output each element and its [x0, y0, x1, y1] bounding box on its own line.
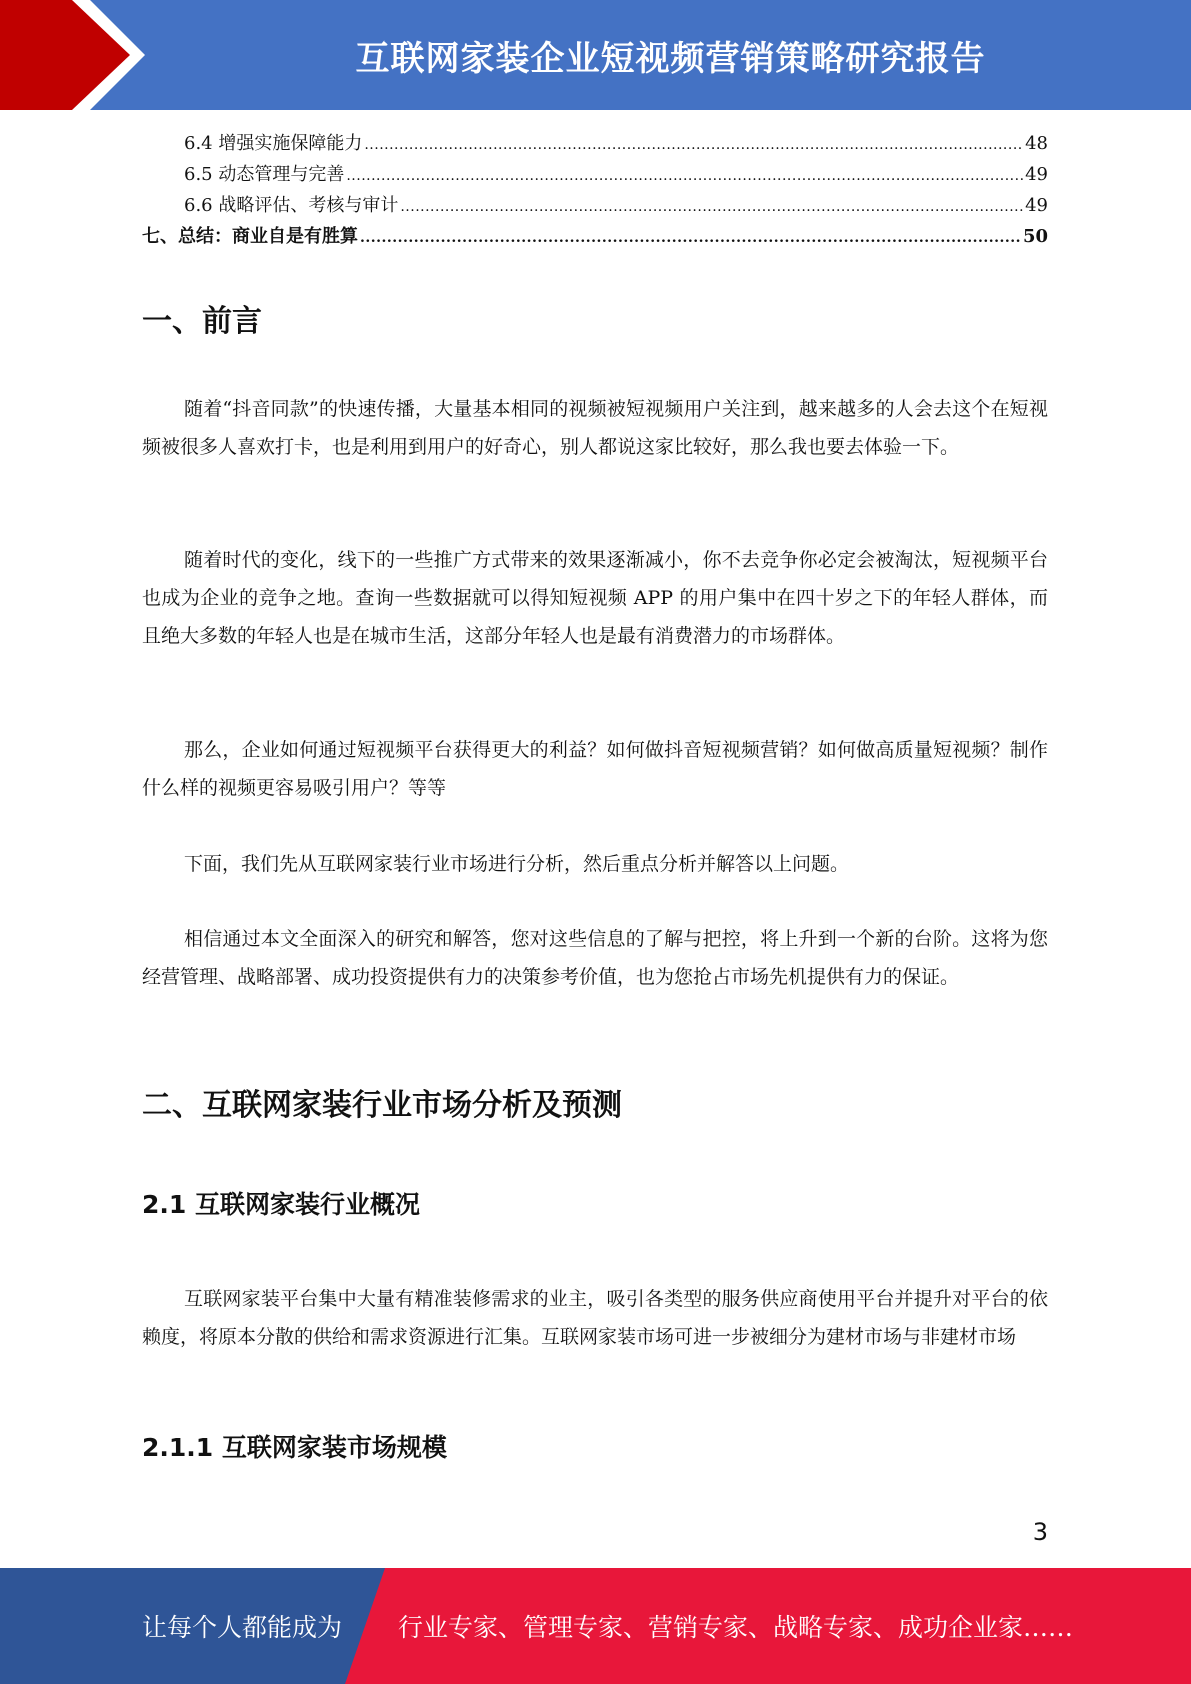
- page-number: 3: [1032, 1518, 1048, 1546]
- toc-page: 49: [1025, 164, 1048, 185]
- toc-label: 6.5 动态管理与完善: [184, 164, 345, 185]
- section-heading-market-analysis: 二、互联网家装行业市场分析及预测: [142, 1088, 622, 1123]
- paragraph: 下面，我们先从互联网家装行业市场进行分析，然后重点分析并解答以上问题。: [184, 853, 850, 875]
- toc-label: 七、总结：商业自是有胜算: [142, 226, 358, 247]
- toc-label: 6.4 增强实施保障能力: [184, 133, 363, 154]
- paragraph: 相信通过本文全面深入的研究和解答，您对这些信息的了解与把控，将上升到一个新的台阶。这将为您经营管理、战略部署、成功投资提供有力的决策参考价值，也为您抢占市场先机提供有力的保证。: [142, 928, 1048, 988]
- toc-leader-dots: [400, 192, 1023, 223]
- header-banner: [0, 0, 1191, 110]
- table-of-contents: [142, 128, 1048, 252]
- paragraph: 互联网家装平台集中大量有精准装修需求的业主，吸引各类型的服务供应商使用平台并提升对平台的依赖度，将原本分散的供给和需求资源进行汇集。互联网家装市场可进一步被细分为建材市场与非建材市场: [142, 1288, 1048, 1348]
- toc-leader-dots: [364, 130, 1023, 161]
- report-title: 互联网家装企业短视频营销策略研究报告: [355, 38, 986, 79]
- toc-entry[interactable]: [142, 221, 1048, 252]
- toc-page: 50: [1022, 226, 1048, 247]
- toc-label: 6.6 战略评估、考核与审计: [184, 195, 399, 216]
- subsection-heading-overview: 2.1 互联网家装行业概况: [142, 1190, 420, 1219]
- toc-entry[interactable]: [142, 128, 1048, 159]
- toc-leader-dots: [346, 161, 1023, 192]
- toc-entry[interactable]: [142, 159, 1048, 190]
- subsection-heading-market-size: 2.1.1 互联网家装市场规模: [142, 1433, 447, 1462]
- footer-slogan-right: 行业专家、管理专家、营销专家、战略专家、成功企业家……: [398, 1613, 1074, 1642]
- paragraph: 随着时代的变化，线下的一些推广方式带来的效果逐渐减小，你不去竞争你必定会被淘汰，短视频平台也成为企业的竞争之地。查询一些数据就可以得知短视频 APP 的用户集中在四十岁之下的年轻人群体，而且绝大多数的年轻人也是在城市生活，这部分年轻人也是最有消费潜力的市场群体。: [142, 549, 1048, 647]
- toc-page: 48: [1025, 133, 1048, 154]
- section-heading-preface: 一、前言: [142, 304, 262, 339]
- footer-banner: [0, 1568, 1191, 1684]
- header-arrow-decoration: [0, 0, 160, 110]
- paragraph: 那么，企业如何通过短视频平台获得更大的利益？如何做抖音短视频营销？如何做高质量短视频？制作什么样的视频更容易吸引用户？等等: [142, 739, 1048, 799]
- footer-slogan-left: 让每个人都能成为: [142, 1613, 343, 1642]
- toc-entry[interactable]: [142, 190, 1048, 221]
- paragraph: 随着“抖音同款”的快速传播，大量基本相同的视频被短视频用户关注到，越来越多的人会去这个在短视频被很多人喜欢打卡，也是利用到用户的好奇心，别人都说这家比较好，那么我也要去体验一下。: [142, 398, 1048, 458]
- toc-page: 49: [1025, 195, 1048, 216]
- toc-leader-dots: [360, 223, 1021, 254]
